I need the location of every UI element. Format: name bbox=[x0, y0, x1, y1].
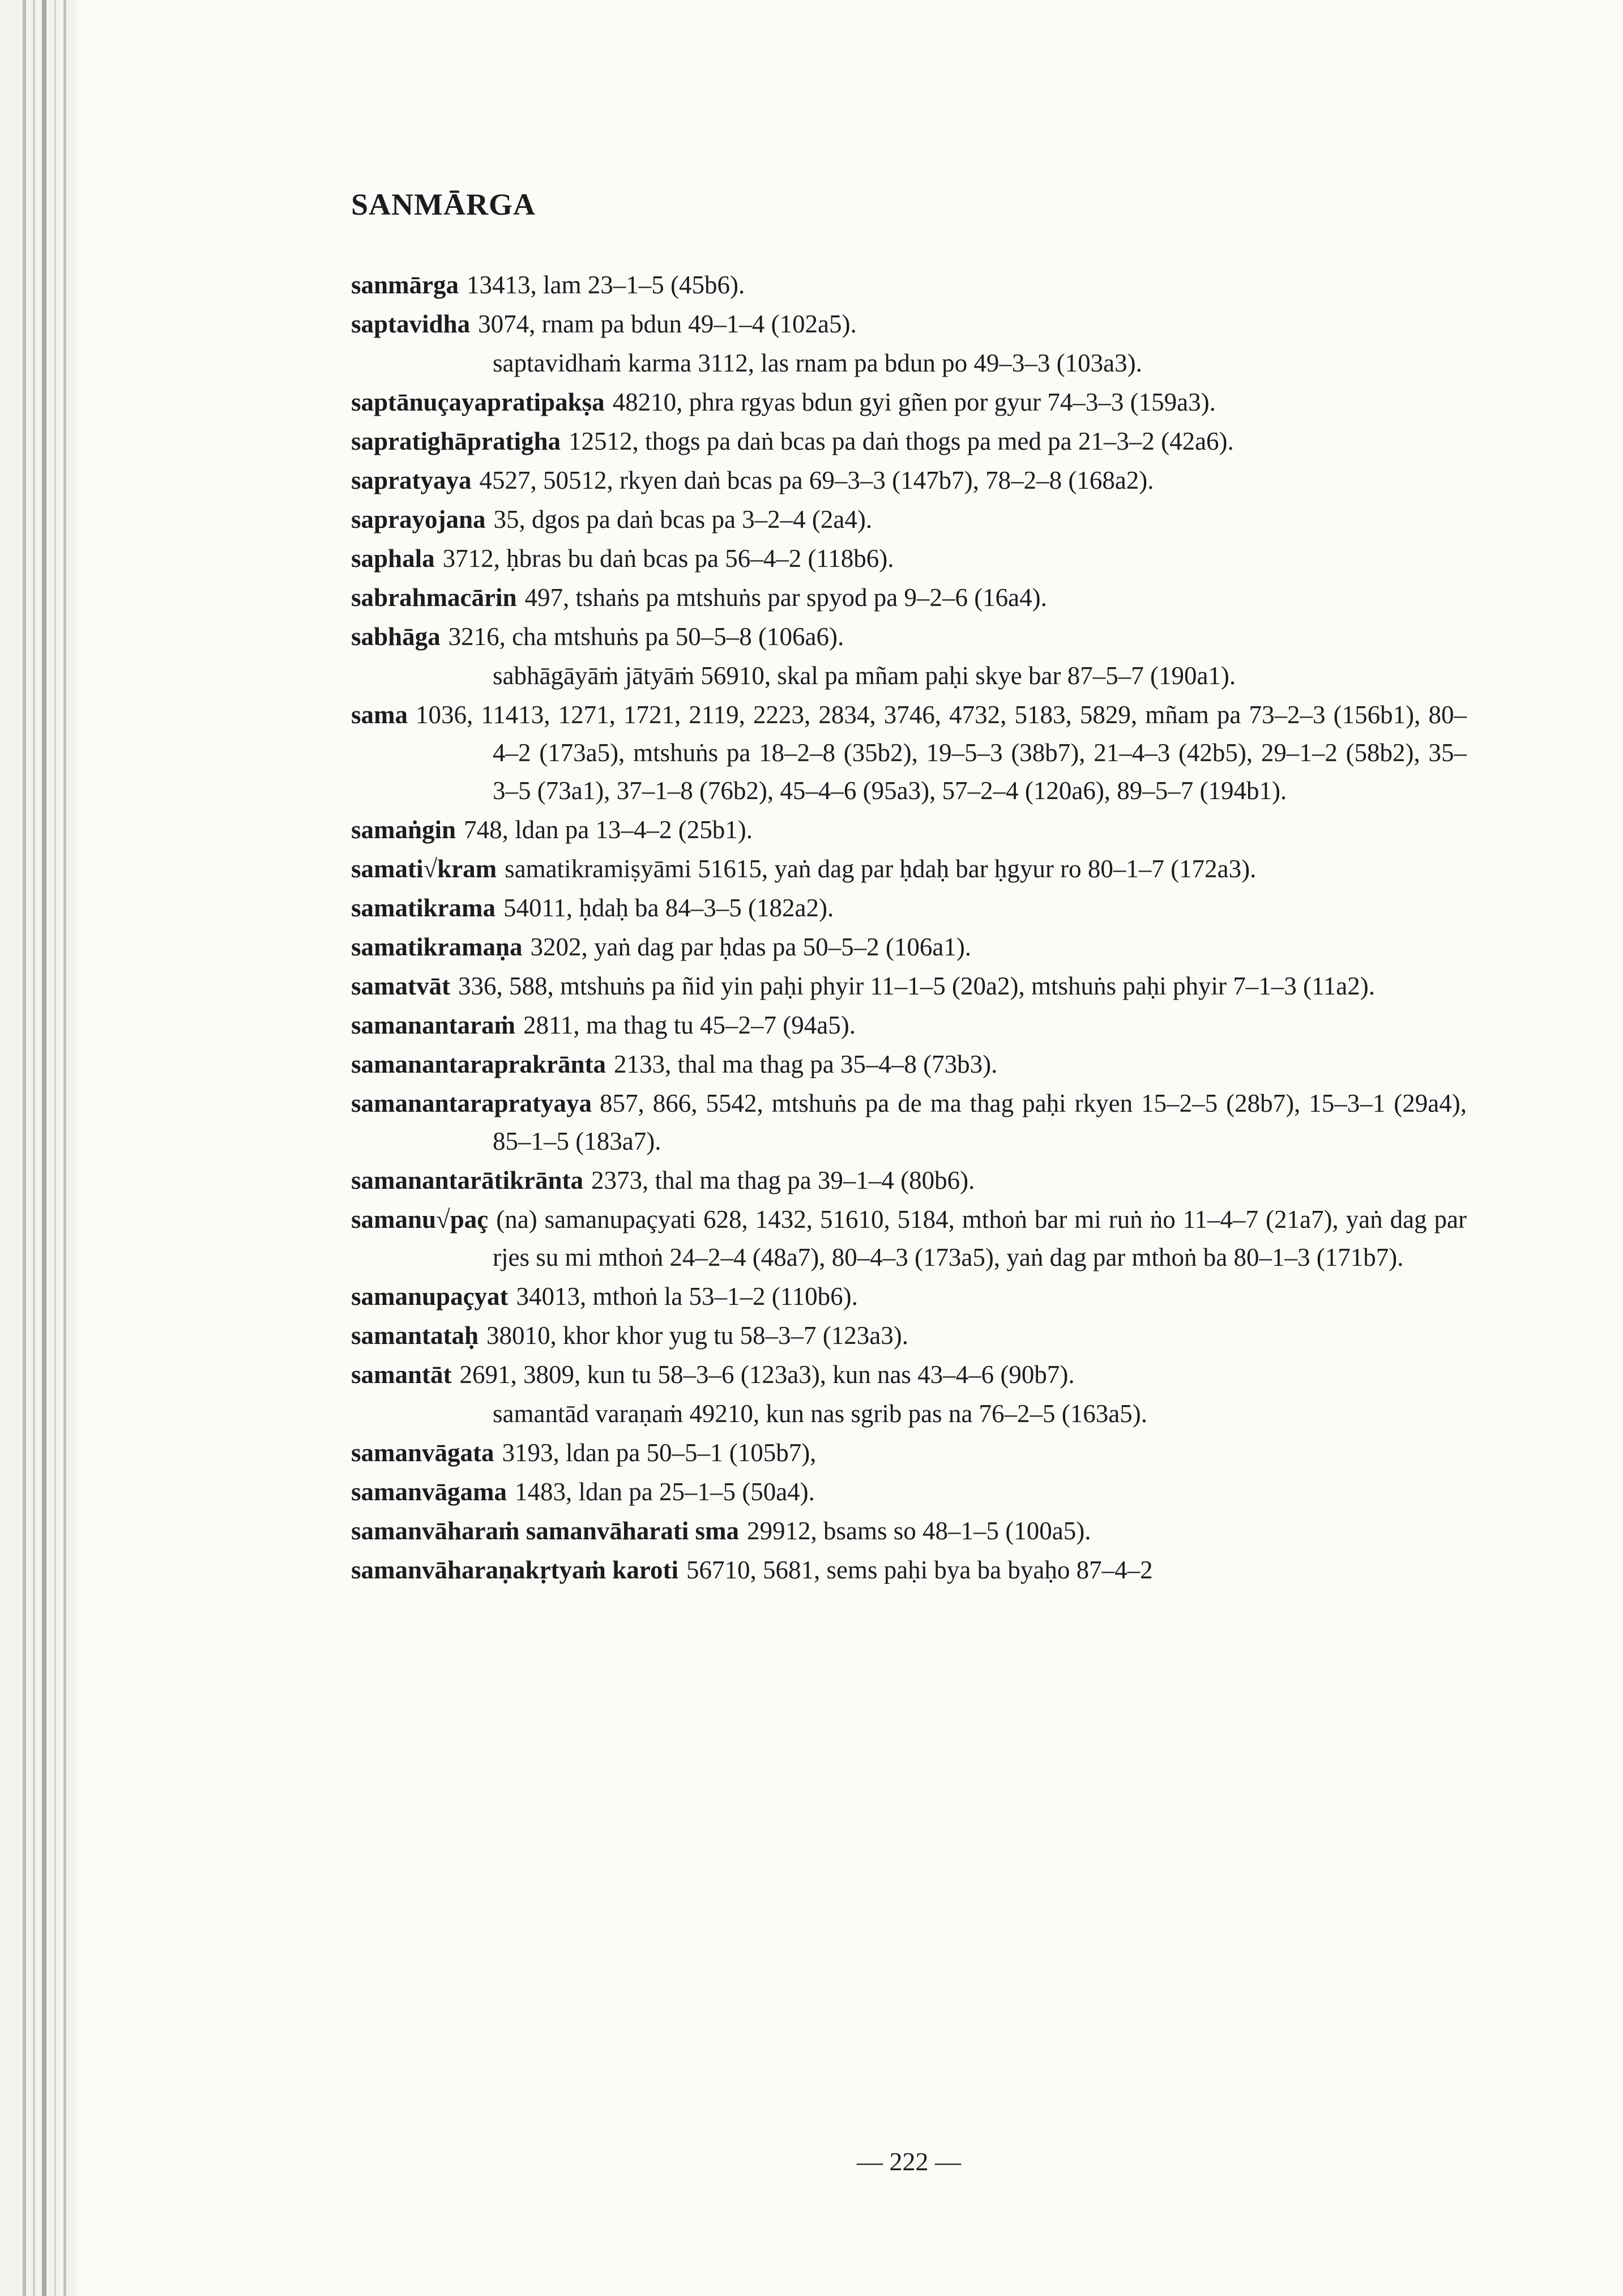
headword: sapratighāpratigha bbox=[351, 427, 561, 455]
entry bbox=[351, 1551, 1467, 1589]
entry bbox=[351, 1045, 1467, 1083]
entry-text: 2133, thal ma thag pa 35–4–8 (73b3). bbox=[614, 1050, 998, 1078]
entry-text: 2373, thal ma thag pa 39–1–4 (80b6). bbox=[591, 1166, 975, 1194]
headword: saptavidha bbox=[351, 310, 471, 338]
entry-text: 3216, cha mtshuṅs pa 50–5–8 (106a6). bbox=[448, 622, 844, 651]
entry-text: 56710, 5681, sems paḥi bya ba byaḥo 87–4–2 bbox=[686, 1556, 1153, 1584]
entry bbox=[351, 1317, 1467, 1355]
entry-text: 13413, lam 23–1–5 (45b6). bbox=[467, 271, 745, 299]
headword: sapratyaya bbox=[351, 466, 472, 494]
entry bbox=[351, 501, 1467, 539]
entry-text: 48210, phra rgyas bdun gyi gñen por gyur 74–3–3 (159a3). bbox=[612, 388, 1216, 416]
page-header: SANMĀRGA bbox=[351, 187, 536, 221]
entry bbox=[351, 540, 1467, 578]
entry bbox=[351, 305, 1467, 343]
entry-text: 1483, ldan pa 25–1–5 (50a4). bbox=[515, 1478, 815, 1506]
entry-text: 4527, 50512, rkyen daṅ bcas pa 69–3–3 (147b7), 78–2–8 (168a2). bbox=[479, 466, 1154, 494]
entry-list bbox=[351, 266, 1467, 1590]
entry-text: 38010, khor khor yug tu 58–3–7 (123a3). bbox=[486, 1321, 908, 1350]
entry-text: 3193, ldan pa 50–5–1 (105b7), bbox=[502, 1439, 817, 1467]
entry-text: 497, tshaṅs pa mtshuṅs par spyod pa 9–2–6 (16a4). bbox=[524, 583, 1047, 612]
entry-text: 336, 588, mtshuṅs pa ñid yin paḥi phyir 11–1–5 (20a2), mtshuṅs paḥi phyir 7–1–3 (11a2). bbox=[458, 972, 1375, 1000]
headword: samantataḥ bbox=[351, 1321, 479, 1350]
entry bbox=[351, 1085, 1467, 1160]
headword: samanvāharaṁ samanvāharati sma bbox=[351, 1517, 740, 1545]
headword: sabhāga bbox=[351, 622, 441, 651]
entry bbox=[351, 1201, 1467, 1277]
sub-entry bbox=[351, 344, 1467, 382]
headword: samaṅgin bbox=[351, 816, 456, 844]
entry-text: 34013, mthoṅ la 53–1–2 (110b6). bbox=[516, 1282, 858, 1311]
headword: samatvāt bbox=[351, 972, 450, 1000]
entry bbox=[351, 383, 1467, 421]
page-number: — 222 — bbox=[857, 2147, 961, 2176]
entry-text: 3202, yaṅ dag par ḥdas pa 50–5–2 (106a1). bbox=[530, 933, 972, 961]
headword: sama bbox=[351, 701, 408, 729]
headword: samantāt bbox=[351, 1360, 452, 1389]
entry bbox=[351, 266, 1467, 304]
headword: samanvāgata bbox=[351, 1439, 494, 1467]
entry-text: (na) samanupaçyati 628, 1432, 51610, 5184, mthoṅ bar mi ruṅ ṅo 11–4–7 (21a7), yaṅ dag par rjes su mi mthoṅ 24–2–4 (48a7), 80–4–3 (173a5), yaṅ dag par mthoṅ ba 80–1–3 (171b7). bbox=[493, 1205, 1467, 1271]
headword: samanantarātikrānta bbox=[351, 1166, 584, 1194]
entry-text: samantād varaṇaṁ 49210, kun nas sgrib pas na 76–2–5 (163a5). bbox=[493, 1399, 1147, 1428]
entry bbox=[351, 928, 1467, 966]
sub-entry bbox=[351, 657, 1467, 695]
entry bbox=[351, 1434, 1467, 1472]
entry bbox=[351, 850, 1467, 888]
sub-entry bbox=[351, 1395, 1467, 1433]
entry bbox=[351, 1006, 1467, 1044]
headword: samanu√paç bbox=[351, 1205, 489, 1234]
entry bbox=[351, 889, 1467, 927]
entry-text: 3074, rnam pa bdun 49–1–4 (102a5). bbox=[478, 310, 857, 338]
headword: saptānuçayapratipakṣa bbox=[351, 388, 605, 416]
entry bbox=[351, 618, 1467, 656]
entry bbox=[351, 462, 1467, 500]
headword: samatikrama bbox=[351, 894, 496, 922]
entry-text: saptavidhaṁ karma 3112, las rnam pa bdun po 49–3–3 (103a3). bbox=[493, 349, 1142, 377]
entry bbox=[351, 1473, 1467, 1511]
headword: samanvāgama bbox=[351, 1478, 507, 1506]
entry bbox=[351, 1278, 1467, 1316]
headword: saphala bbox=[351, 544, 435, 573]
headword: samanantaraṁ bbox=[351, 1011, 515, 1039]
entry bbox=[351, 811, 1467, 849]
headword: samati√kram bbox=[351, 855, 497, 883]
entry bbox=[351, 1162, 1467, 1200]
entry bbox=[351, 1356, 1467, 1394]
entry-text: samatikramiṣyāmi 51615, yaṅ dag par ḥdaḥ bar ḥgyur ro 80–1–7 (172a3). bbox=[505, 855, 1257, 883]
book-spine-shadow bbox=[0, 0, 76, 2296]
headword: sanmārga bbox=[351, 271, 459, 299]
entry-text: 1036, 11413, 1271, 1721, 2119, 2223, 2834, 3746, 4732, 5183, 5829, mñam pa 73–2–3 (156b1), 80–4–2 (173a5), mtshuṅs pa 18–2–8 (35b2), 19–5–3 (38b7), 21–4–3 (42b5), 29–1–2 (58b2), 35–3–5 (73a1), 37–1–8 (76b2), 45–4–6 (95a3), 57–2–4 (120a6), 89–5–7 (194b1). bbox=[416, 701, 1467, 805]
headword: samanantaraprakrānta bbox=[351, 1050, 607, 1078]
entry bbox=[351, 696, 1467, 810]
entry-text: 54011, ḥdaḥ ba 84–3–5 (182a2). bbox=[503, 894, 834, 922]
entry-text: 2811, ma thag tu 45–2–7 (94a5). bbox=[523, 1011, 856, 1039]
entry-text: sabhāgāyāṁ jātyāṁ 56910, skal pa mñam paḥi skye bar 87–5–7 (190a1). bbox=[493, 662, 1236, 690]
headword: samanupaçyat bbox=[351, 1282, 509, 1311]
entry bbox=[351, 579, 1467, 617]
headword: samanantarapratyaya bbox=[351, 1089, 592, 1117]
headword: saprayojana bbox=[351, 505, 486, 534]
entry-text: 2691, 3809, kun tu 58–3–6 (123a3), kun nas 43–4–6 (90b7). bbox=[459, 1360, 1075, 1389]
entry-text: 12512, thogs pa daṅ bcas pa daṅ thogs pa med pa 21–3–2 (42a6). bbox=[569, 427, 1234, 455]
entry bbox=[351, 423, 1467, 460]
headword: sabrahmacārin bbox=[351, 583, 517, 612]
entry bbox=[351, 1512, 1467, 1550]
entry-text: 3712, ḥbras bu daṅ bcas pa 56–4–2 (118b6). bbox=[442, 544, 894, 573]
entry-text: 857, 866, 5542, mtshuṅs pa de ma thag paḥi rkyen 15–2–5 (28b7), 15–3–1 (29a4), 85–1–5 (183a7). bbox=[493, 1089, 1467, 1155]
entry-text: 29912, bsams so 48–1–5 (100a5). bbox=[747, 1517, 1091, 1545]
entry bbox=[351, 967, 1467, 1005]
entry-text: 35, dgos pa daṅ bcas pa 3–2–4 (2a4). bbox=[493, 505, 873, 534]
headword: samanvāharaṇakṛtyaṁ karoti bbox=[351, 1556, 678, 1584]
headword: samatikramaṇa bbox=[351, 933, 523, 961]
entry-text: 748, ldan pa 13–4–2 (25b1). bbox=[464, 816, 753, 844]
